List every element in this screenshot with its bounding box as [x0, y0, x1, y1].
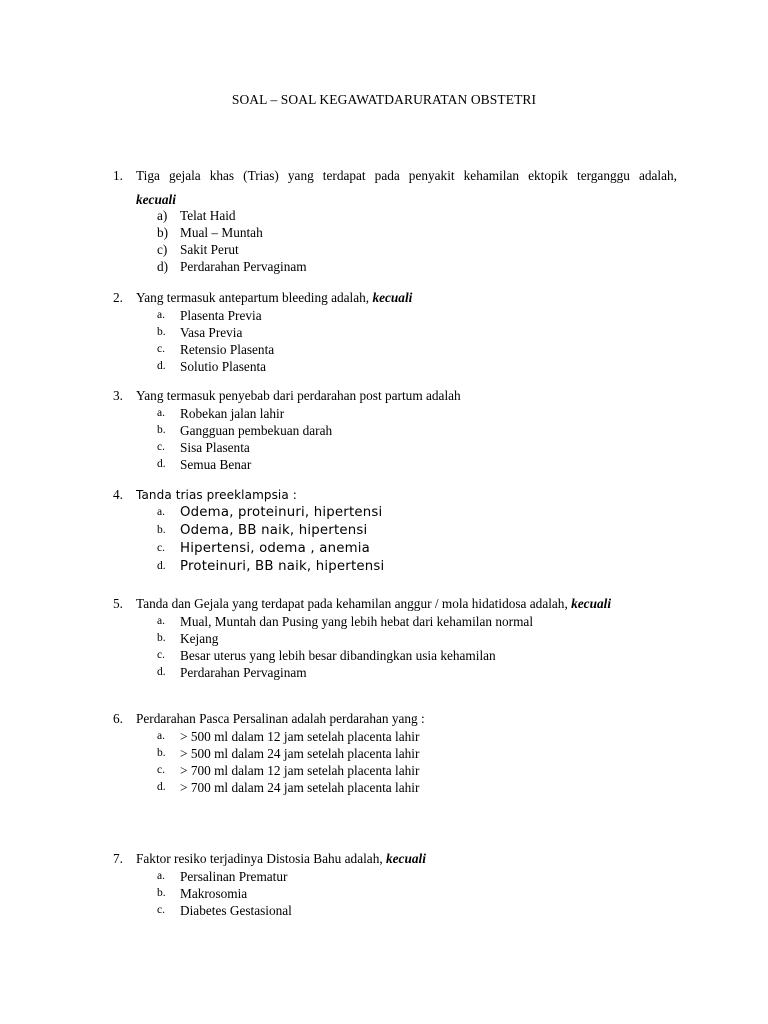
option-b: [0, 325, 768, 342]
option-text: Telat Haid: [180, 208, 236, 223]
question-1: [0, 168, 768, 276]
option-letter: b.: [157, 424, 166, 436]
option-text: > 500 ml dalam 24 jam setelah placenta lahir: [180, 746, 420, 761]
option-c: [0, 242, 768, 259]
option-d: [0, 259, 768, 276]
question-number: 3.: [113, 388, 123, 403]
option-a: [0, 614, 768, 631]
option-text: Perdarahan Pervaginam: [180, 259, 307, 274]
option-text: Sisa Plasenta: [180, 440, 250, 455]
option-text: Gangguan pembekuan darah: [180, 423, 333, 438]
option-text: Makrosomia: [180, 886, 248, 901]
question-head: [0, 711, 768, 729]
option-letter: c.: [157, 649, 165, 661]
question-number: 6.: [113, 711, 123, 726]
option-b: [0, 225, 768, 242]
question-head: [0, 290, 768, 308]
option-text: Hipertensi, odema , anemia: [180, 541, 370, 556]
option-letter: b): [157, 225, 169, 240]
question-text: Yang termasuk antepartum bleeding adalah,: [136, 290, 370, 305]
question-number: 5.: [113, 596, 123, 611]
option-text: Robekan jalan lahir: [180, 406, 285, 421]
question-number: 2.: [113, 290, 123, 305]
option-letter: c.: [157, 904, 165, 916]
option-letter: c.: [157, 441, 165, 453]
option-a: [0, 505, 768, 523]
option-b: [0, 886, 768, 903]
question-emphasis: kecuali: [571, 596, 612, 611]
option-letter: b.: [157, 747, 166, 759]
question-head-continued: [0, 186, 768, 208]
question-text-wrap: [136, 851, 426, 867]
option-d: [0, 665, 768, 682]
option-letter: d): [157, 259, 169, 274]
option-text: Diabetes Gestasional: [180, 903, 292, 918]
option-text: Proteinuri, BB naik, hipertensi: [180, 559, 385, 574]
question-2: [0, 290, 768, 376]
option-letter: d.: [157, 560, 166, 572]
question-text-wrap: [136, 290, 412, 306]
option-text: Vasa Previa: [180, 325, 243, 340]
question-text-wrap: [136, 596, 611, 612]
option-letter: a.: [157, 730, 165, 742]
option-letter: a.: [157, 870, 165, 882]
document-title: SOAL – SOAL KEGAWATDARURATAN OBSTETRI: [231, 92, 537, 107]
option-letter: c.: [157, 343, 165, 355]
option-letter: a.: [157, 615, 165, 627]
option-d: [0, 457, 768, 474]
option-letter: b.: [157, 887, 166, 899]
option-text: Semua Benar: [180, 457, 252, 472]
option-letter: b.: [157, 632, 166, 644]
question-head: [0, 851, 768, 869]
question-number: 4.: [113, 487, 123, 502]
option-text: Perdarahan Pervaginam: [180, 665, 307, 680]
option-b: [0, 523, 768, 541]
question-text: Tanda dan Gejala yang terdapat pada kehamilan anggur / mola hidatidosa adalah,: [136, 596, 568, 611]
option-text: Mual, Muntah dan Pusing yang lebih hebat dari kehamilan normal: [180, 614, 534, 629]
option-text: Odema, BB naik, hipertensi: [180, 523, 368, 538]
option-text: Odema, proteinuri, hipertensi: [180, 505, 383, 520]
option-letter: a.: [157, 309, 165, 321]
option-text: Mual – Muntah: [180, 225, 263, 240]
question-5: [0, 596, 768, 682]
option-letter: b.: [157, 326, 166, 338]
question-number: 7.: [113, 851, 123, 866]
option-letter: c.: [157, 764, 165, 776]
option-letter: b.: [157, 524, 166, 536]
option-text: Besar uterus yang lebih besar dibandingkan usia kehamilan: [180, 648, 496, 663]
question-emphasis: kecuali: [386, 851, 426, 866]
option-d: [0, 780, 768, 797]
question-6: [0, 711, 768, 797]
question-3: [0, 388, 768, 474]
option-text: Sakit Perut: [180, 242, 239, 257]
option-letter: a.: [157, 407, 165, 419]
option-letter: d.: [157, 781, 166, 793]
option-b: [0, 423, 768, 440]
option-text: Solutio Plasenta: [180, 359, 267, 374]
option-d: [0, 559, 768, 577]
question-7: [0, 851, 768, 920]
option-text: Persalinan Prematur: [180, 869, 288, 884]
option-letter: c): [157, 242, 168, 257]
question-text: Tanda trias preeklampsia :: [136, 488, 297, 502]
option-c: [0, 903, 768, 920]
option-a: [0, 869, 768, 886]
option-letter: a): [157, 208, 168, 223]
question-head: [0, 388, 768, 406]
option-c: [0, 342, 768, 359]
option-letter: c.: [157, 542, 165, 554]
question-number: 1.: [113, 168, 123, 183]
option-d: [0, 359, 768, 376]
option-text: > 700 ml dalam 24 jam setelah placenta lahir: [180, 780, 420, 795]
option-text: Kejang: [180, 631, 219, 646]
option-a: [0, 729, 768, 746]
option-letter: d.: [157, 360, 166, 372]
option-a: [0, 208, 768, 225]
question-text: Yang termasuk penyebab dari perdarahan post partum adalah: [136, 388, 461, 403]
question-text: Tiga gejala khas (Trias) yang terdapat pada penyakit kehamilan ektopik terganggu adalah,: [136, 168, 677, 183]
option-text: > 500 ml dalam 12 jam setelah placenta lahir: [180, 729, 420, 744]
question-head: [0, 596, 768, 614]
option-c: [0, 440, 768, 457]
option-b: [0, 631, 768, 648]
question-emphasis: kecuali: [372, 290, 413, 305]
option-c: [0, 541, 768, 559]
question-text: Faktor resiko terjadinya Distosia Bahu adalah,: [136, 851, 383, 866]
question-4: [0, 487, 768, 577]
question-text: Perdarahan Pasca Persalinan adalah perdarahan yang :: [136, 711, 425, 726]
option-b: [0, 746, 768, 763]
option-text: > 700 ml dalam 12 jam setelah placenta lahir: [180, 763, 420, 778]
option-a: [0, 406, 768, 423]
option-letter: d.: [157, 666, 166, 678]
option-a: [0, 308, 768, 325]
option-letter: a.: [157, 506, 165, 518]
option-text: Plasenta Previa: [180, 308, 262, 323]
question-head: [0, 168, 768, 186]
option-c: [0, 763, 768, 780]
option-letter: d.: [157, 458, 166, 470]
option-text: Retensio Plasenta: [180, 342, 275, 357]
option-c: [0, 648, 768, 665]
question-emphasis: kecuali: [136, 192, 176, 207]
question-head: [0, 487, 768, 505]
